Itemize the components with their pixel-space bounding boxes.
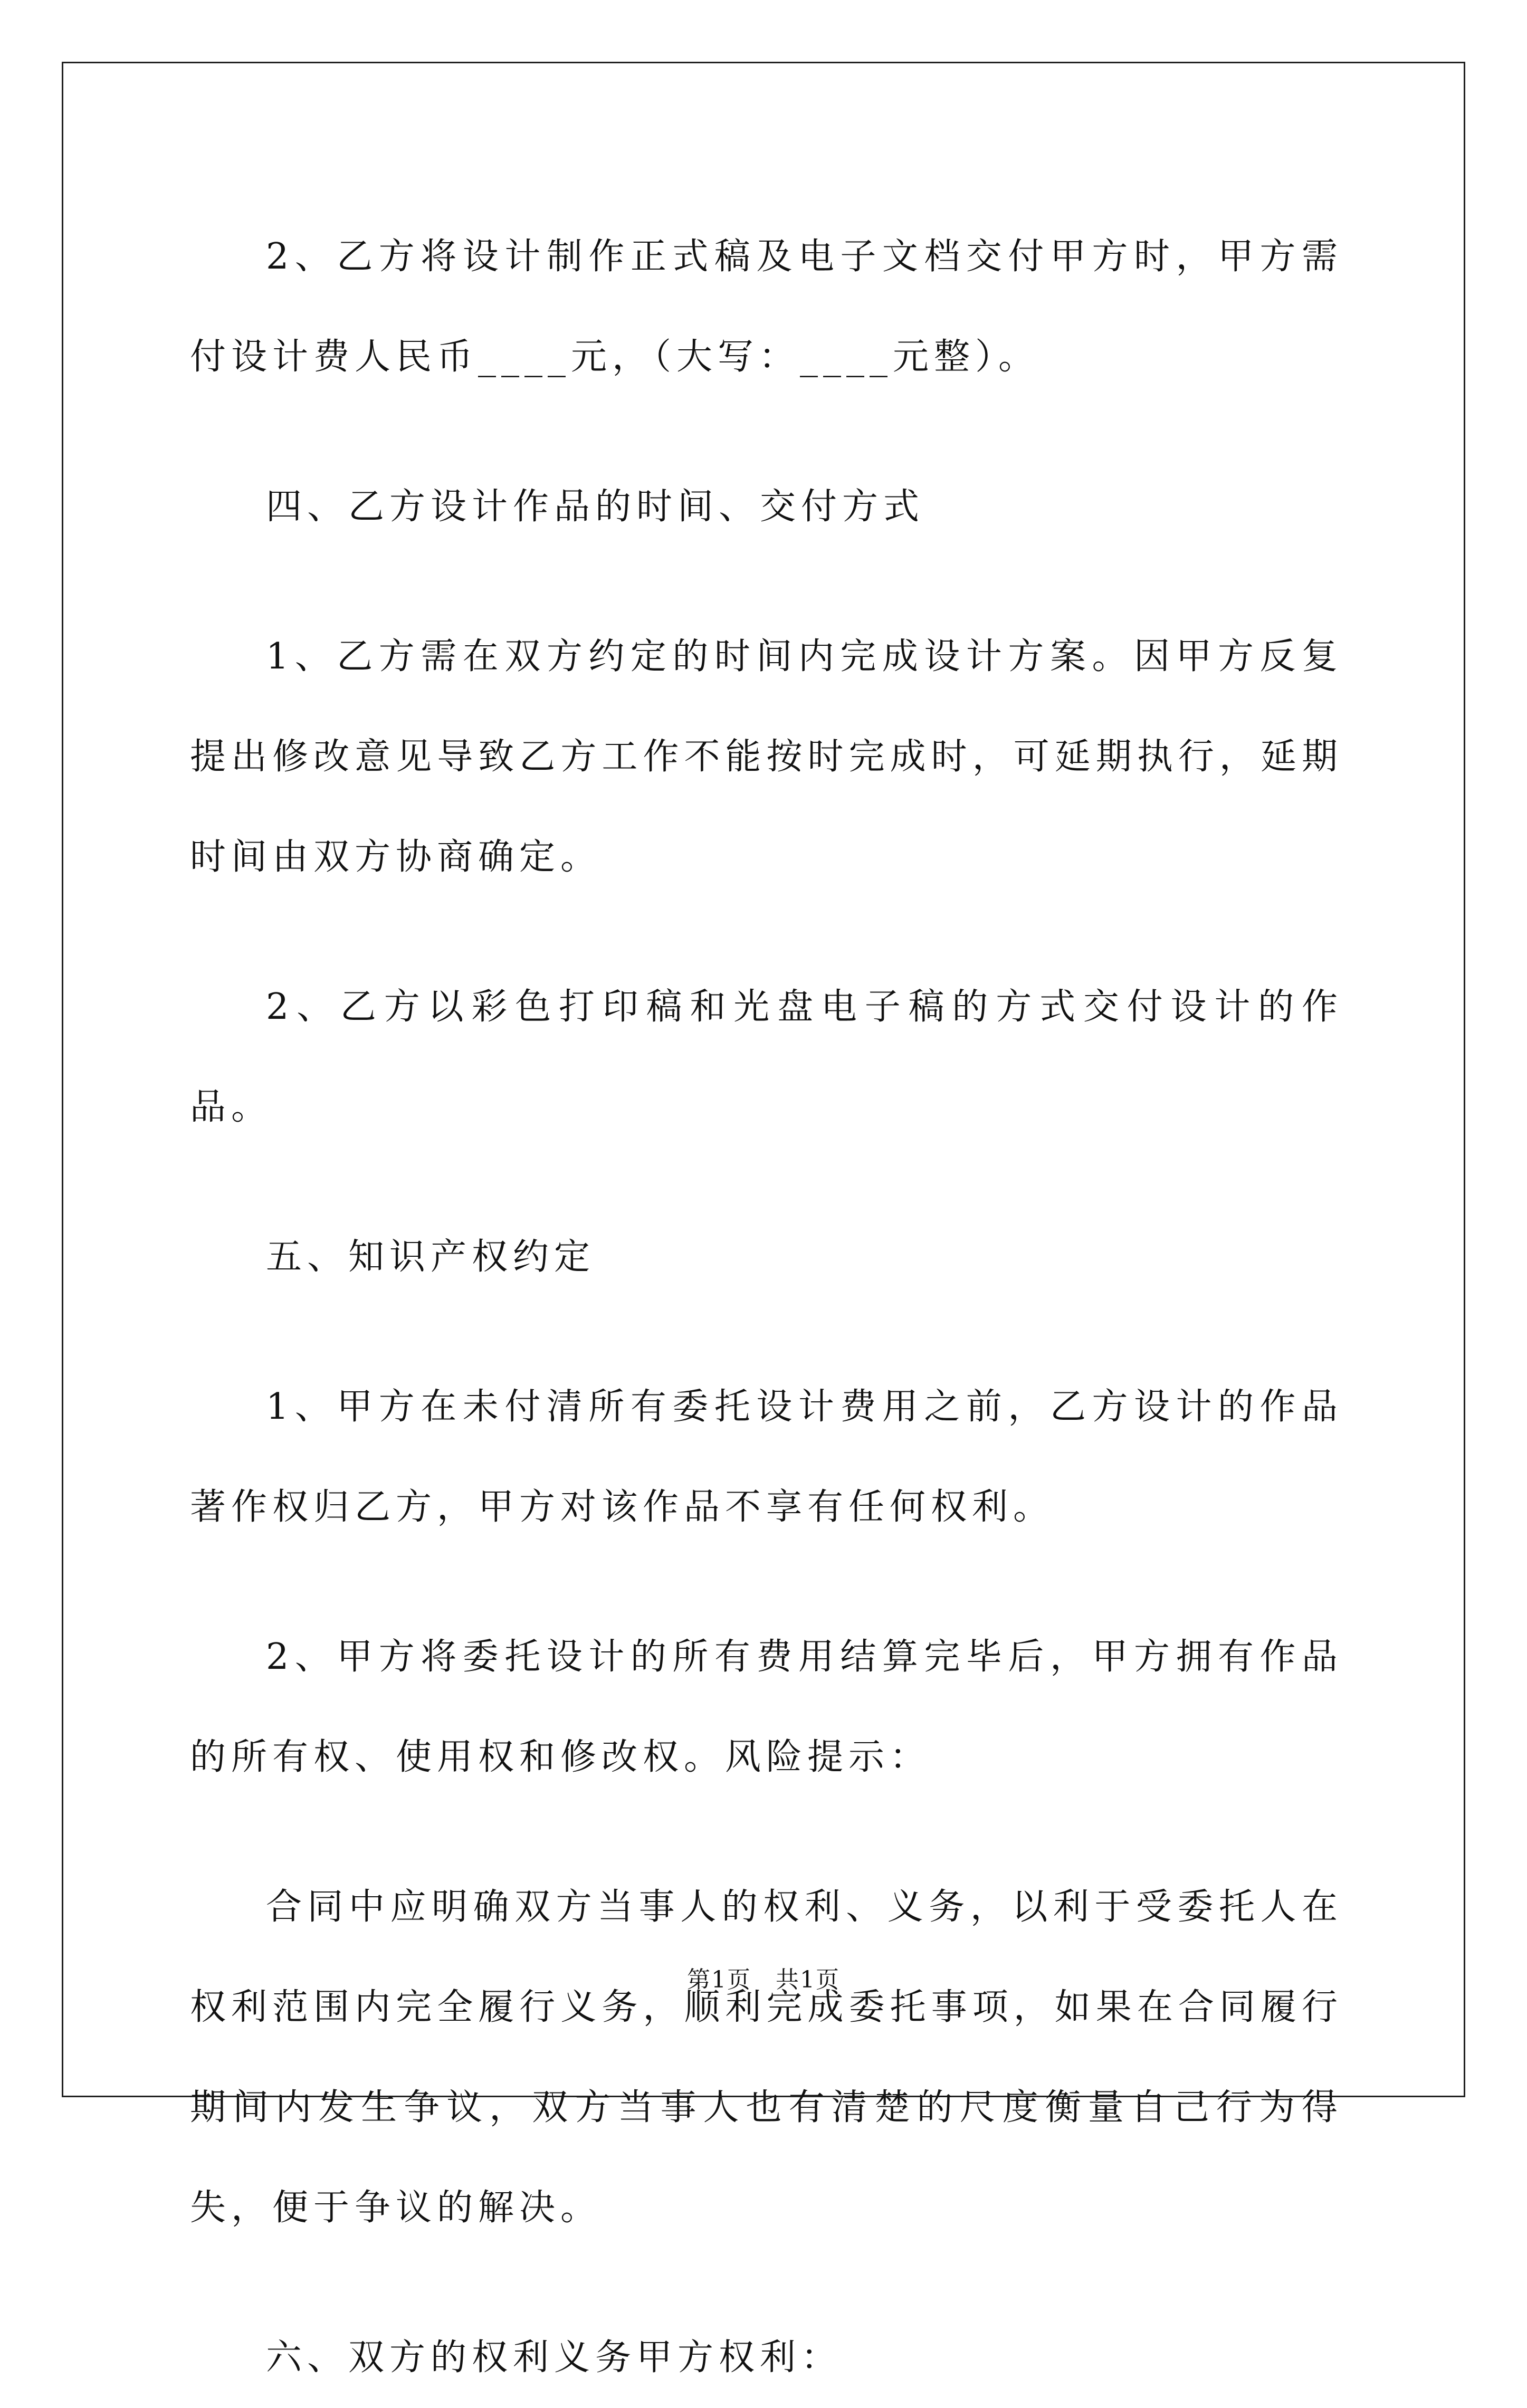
page-number: 第1页 共1页 xyxy=(687,1966,840,1993)
section-heading-rights: 六、双方的权利义务甲方权利： xyxy=(266,2337,843,2378)
paragraph-delivery-method: 2、乙方以彩色打印稿和光盘电子稿的方式交付设计的作品。 xyxy=(190,986,1343,1128)
paragraph-fee-payment: 2、乙方将设计制作正式稿及电子文档交付甲方时，甲方需付设计费人民币____元，（大写：____元整）。 xyxy=(190,236,1343,378)
paragraph-ip-after-payment: 2、甲方将委托设计的所有费用结算完毕后，甲方拥有作品的所有权、使用权和修改权。风险提示： xyxy=(190,1636,1343,1778)
paragraph-completion-time: 1、乙方需在双方约定的时间内完成设计方案。因甲方反复提出修改意见导致乙方工作不能按时完成时，可延期执行，延期时间由双方协商确定。 xyxy=(190,636,1343,878)
document-body xyxy=(190,207,1343,2408)
section-heading-ip: 五、知识产权约定 xyxy=(266,1236,596,1278)
paragraph-risk-note: 合同中应明确双方当事人的权利、义务，以利于受委托人在权利范围内完全履行义务，顺利完成委托事项，如果在合同履行期间内发生争议，双方当事人也有清楚的尺度衡量自己行为得失，便于争议的解决。 xyxy=(190,1886,1343,2229)
section-heading-delivery: 四、乙方设计作品的时间、交付方式 xyxy=(266,486,925,528)
paragraph-ip-before-payment: 1、甲方在未付清所有委托设计费用之前，乙方设计的作品著作权归乙方，甲方对该作品不享有任何权利。 xyxy=(190,1386,1343,1528)
